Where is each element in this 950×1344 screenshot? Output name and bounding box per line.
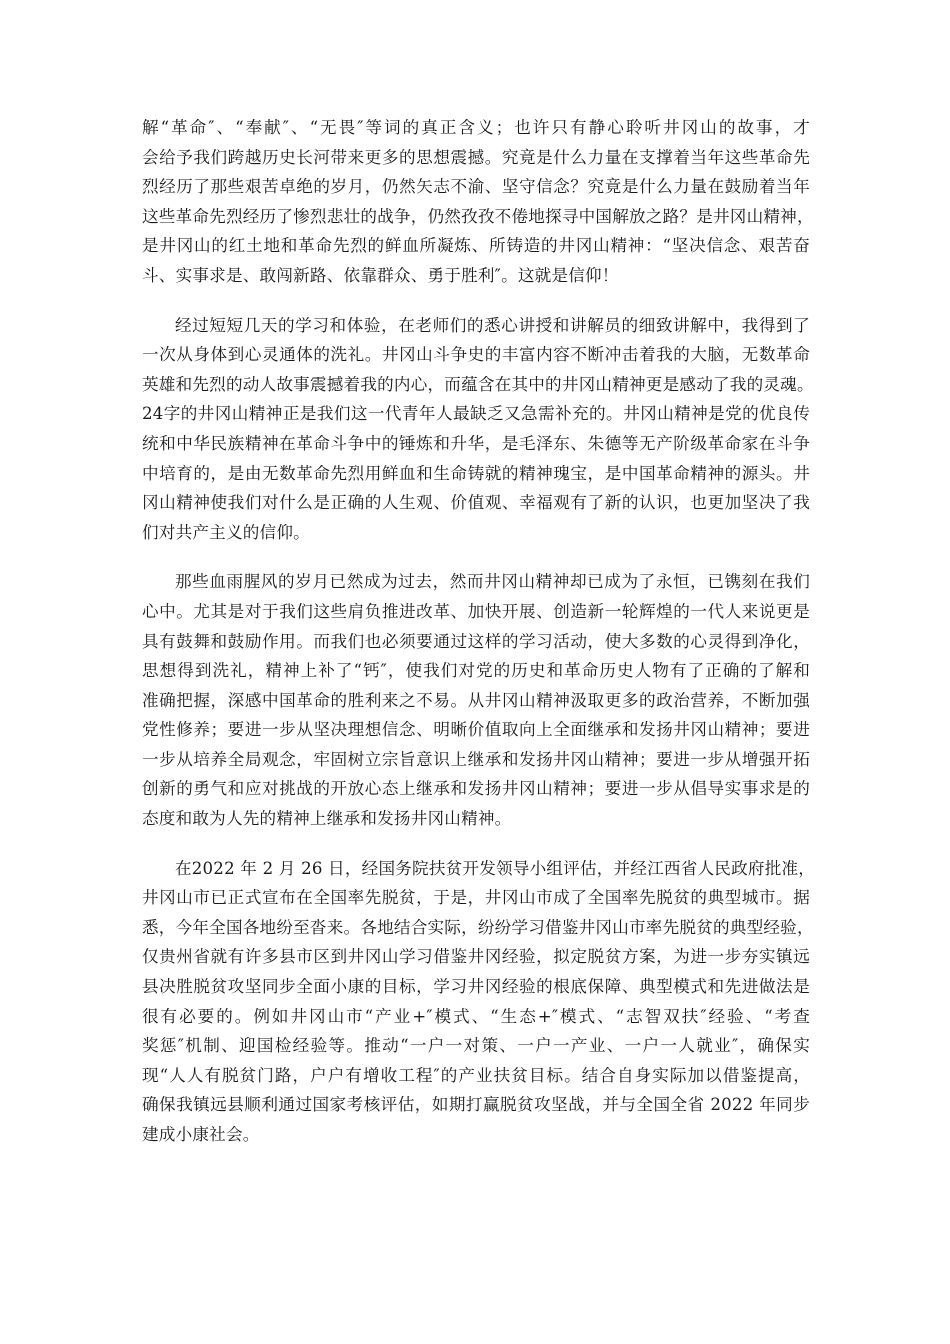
paragraph-line: 现“人人有脱贫门路，户户有增收工程″的产业扶贫目标。结合自身实际加以借鉴提高， xyxy=(142,1065,810,1085)
paragraph-line: 是井冈山的红土地和革命先烈的鲜血所凝炼、所铸造的井冈山精神：“坚决信念、艰苦奋 xyxy=(142,236,810,256)
paragraph-line: 统和中华民族精神在革命斗争中的锤炼和升华，是毛泽东、朱德等无产阶级革命家在斗争 xyxy=(142,433,810,453)
paragraph-line: 奖惩″机制、迎国检经验等。推动“一户一对策、一户一产业、一户一人就业″，确保实 xyxy=(142,1036,810,1056)
paragraph-line: 党性修养；要进一步从坚决理想信念、明晰价值取向上全面继承和发扬井冈山精神；要进 xyxy=(142,720,810,740)
paragraph-line: 确保我镇远县顺利通过国家考核评估，如期打赢脱贫攻坚战，并与全国全省 2022 年同步 xyxy=(142,1095,810,1115)
paragraph-line: 们对共产主义的信仰。 xyxy=(142,522,310,542)
paragraph-line: 24字的井冈山精神正是我们这一代青年人最缺乏又急需补充的。井冈山精神是党的优良传 xyxy=(142,404,810,424)
paragraph-line: 烈经历了那些艰苦卓绝的岁月，仍然矢志不渝、坚守信念？究竟是什么力量在鼓励着当年 xyxy=(142,177,810,197)
paragraph-line: 会给予我们跨越历史长河带来更多的思想震撼。究竟是什么力量在支撑着当年这些革命先 xyxy=(142,147,810,167)
paragraph-line: 英雄和先烈的动人故事震撼着我的内心，而蕴含在其中的井冈山精神更是感动了我的灵魂。 xyxy=(142,374,814,394)
paragraph-line: 斗、实事求是、敢闯新路、依靠群众、勇于胜利″。这就是信仰！ xyxy=(142,265,619,285)
paragraph-line: 准确把握，深感中国革命的胜利来之不易。从井冈山精神汲取更多的政治营养，不断加强 xyxy=(142,690,810,710)
paragraph-line: 一次从身体到心灵通体的洗礼。井冈山斗争史的丰富内容不断冲击着我的大脑，无数革命 xyxy=(142,345,810,365)
paragraph xyxy=(142,113,814,291)
document-body xyxy=(142,113,816,1170)
paragraph-line: 那些血雨腥风的岁月已然成为过去，然而井冈山精神却已成为了永恒，已镌刻在我们 xyxy=(175,572,810,592)
paragraph-line: 解“革命″、“奉献″、“无畏″等词的真正含义；也许只有静心聆听井冈山的故事，才 xyxy=(142,118,810,137)
paragraph-line: 心中。尤其是对于我们这些肩负推进改革、加快开展、创造新一轮辉煌的一代人来说更是 xyxy=(142,601,810,621)
paragraph-line: 具有鼓舞和鼓励作用。而我们也必须要通过这样的学习活动，使大多数的心灵得到净化， xyxy=(142,631,810,651)
paragraph-line: 冈山精神使我们对什么是正确的人生观、价值观、幸福观有了新的认识，也更加坚决了我 xyxy=(142,493,810,513)
paragraph-line: 一步从培养全局观念，牢固树立宗旨意识上继承和发扬井冈山精神；要进一步从增强开拓 xyxy=(142,749,810,769)
paragraph-line: 创新的勇气和应对挑战的开放心态上继承和发扬井冈山精神；要进一步从倡导实事求是的 xyxy=(142,779,810,799)
paragraph xyxy=(142,854,816,1150)
paragraph xyxy=(142,311,814,548)
paragraph-line: 县决胜脱贫攻坚同步全面小康的目标，学习井冈经验的根底保障、典型模式和先进做法是 xyxy=(142,977,810,997)
paragraph-line: 中培育的，是由无数革命先烈用鲜血和生命铸就的精神瑰宝，是中国革命精神的源头。井 xyxy=(142,463,810,483)
paragraph-line: 建成小康社会。 xyxy=(142,1125,260,1144)
paragraph-line: 仅贵州省就有许多县市区到井冈山学习借鉴井冈经验，拟定脱贫方案，为进一步夯实镇远 xyxy=(142,947,810,967)
paragraph-line: 态度和敢为人先的精神上继承和发扬井冈山精神。 xyxy=(142,809,512,829)
paragraph-line: 井冈山市已正式宣布在全国率先脱贫，于是，井冈山市成了全国率先脱贫的典型城市。据 xyxy=(142,888,810,908)
paragraph-line: 这些革命先烈经历了惨烈悲壮的战争，仍然孜孜不倦地探寻中国解放之路？是井冈山精神， xyxy=(142,206,814,226)
paragraph xyxy=(142,567,810,833)
paragraph-line: 悉，今年全国各地纷至沓来。各地结合实际，纷纷学习借鉴井冈山市率先脱贫的典型经验， xyxy=(142,917,814,937)
paragraph-line: 思想得到洗礼，精神上补了“钙″，使我们对党的历史和革命历史人物有了正确的了解和 xyxy=(142,661,810,681)
paragraph-line: 很有必要的。例如井冈山市“产业+″模式、“生态+″模式、“志智双扶″经验、“考查 xyxy=(142,1006,810,1026)
paragraph-line: 经过短短几天的学习和体验，在老师们的悉心讲授和讲解员的细致讲解中，我得到了 xyxy=(175,315,810,335)
paragraph-line: 在2022 年 2 月 26 日，经国务院扶贫开发领导小组评估，并经江西省人民政府批准， xyxy=(175,858,816,878)
